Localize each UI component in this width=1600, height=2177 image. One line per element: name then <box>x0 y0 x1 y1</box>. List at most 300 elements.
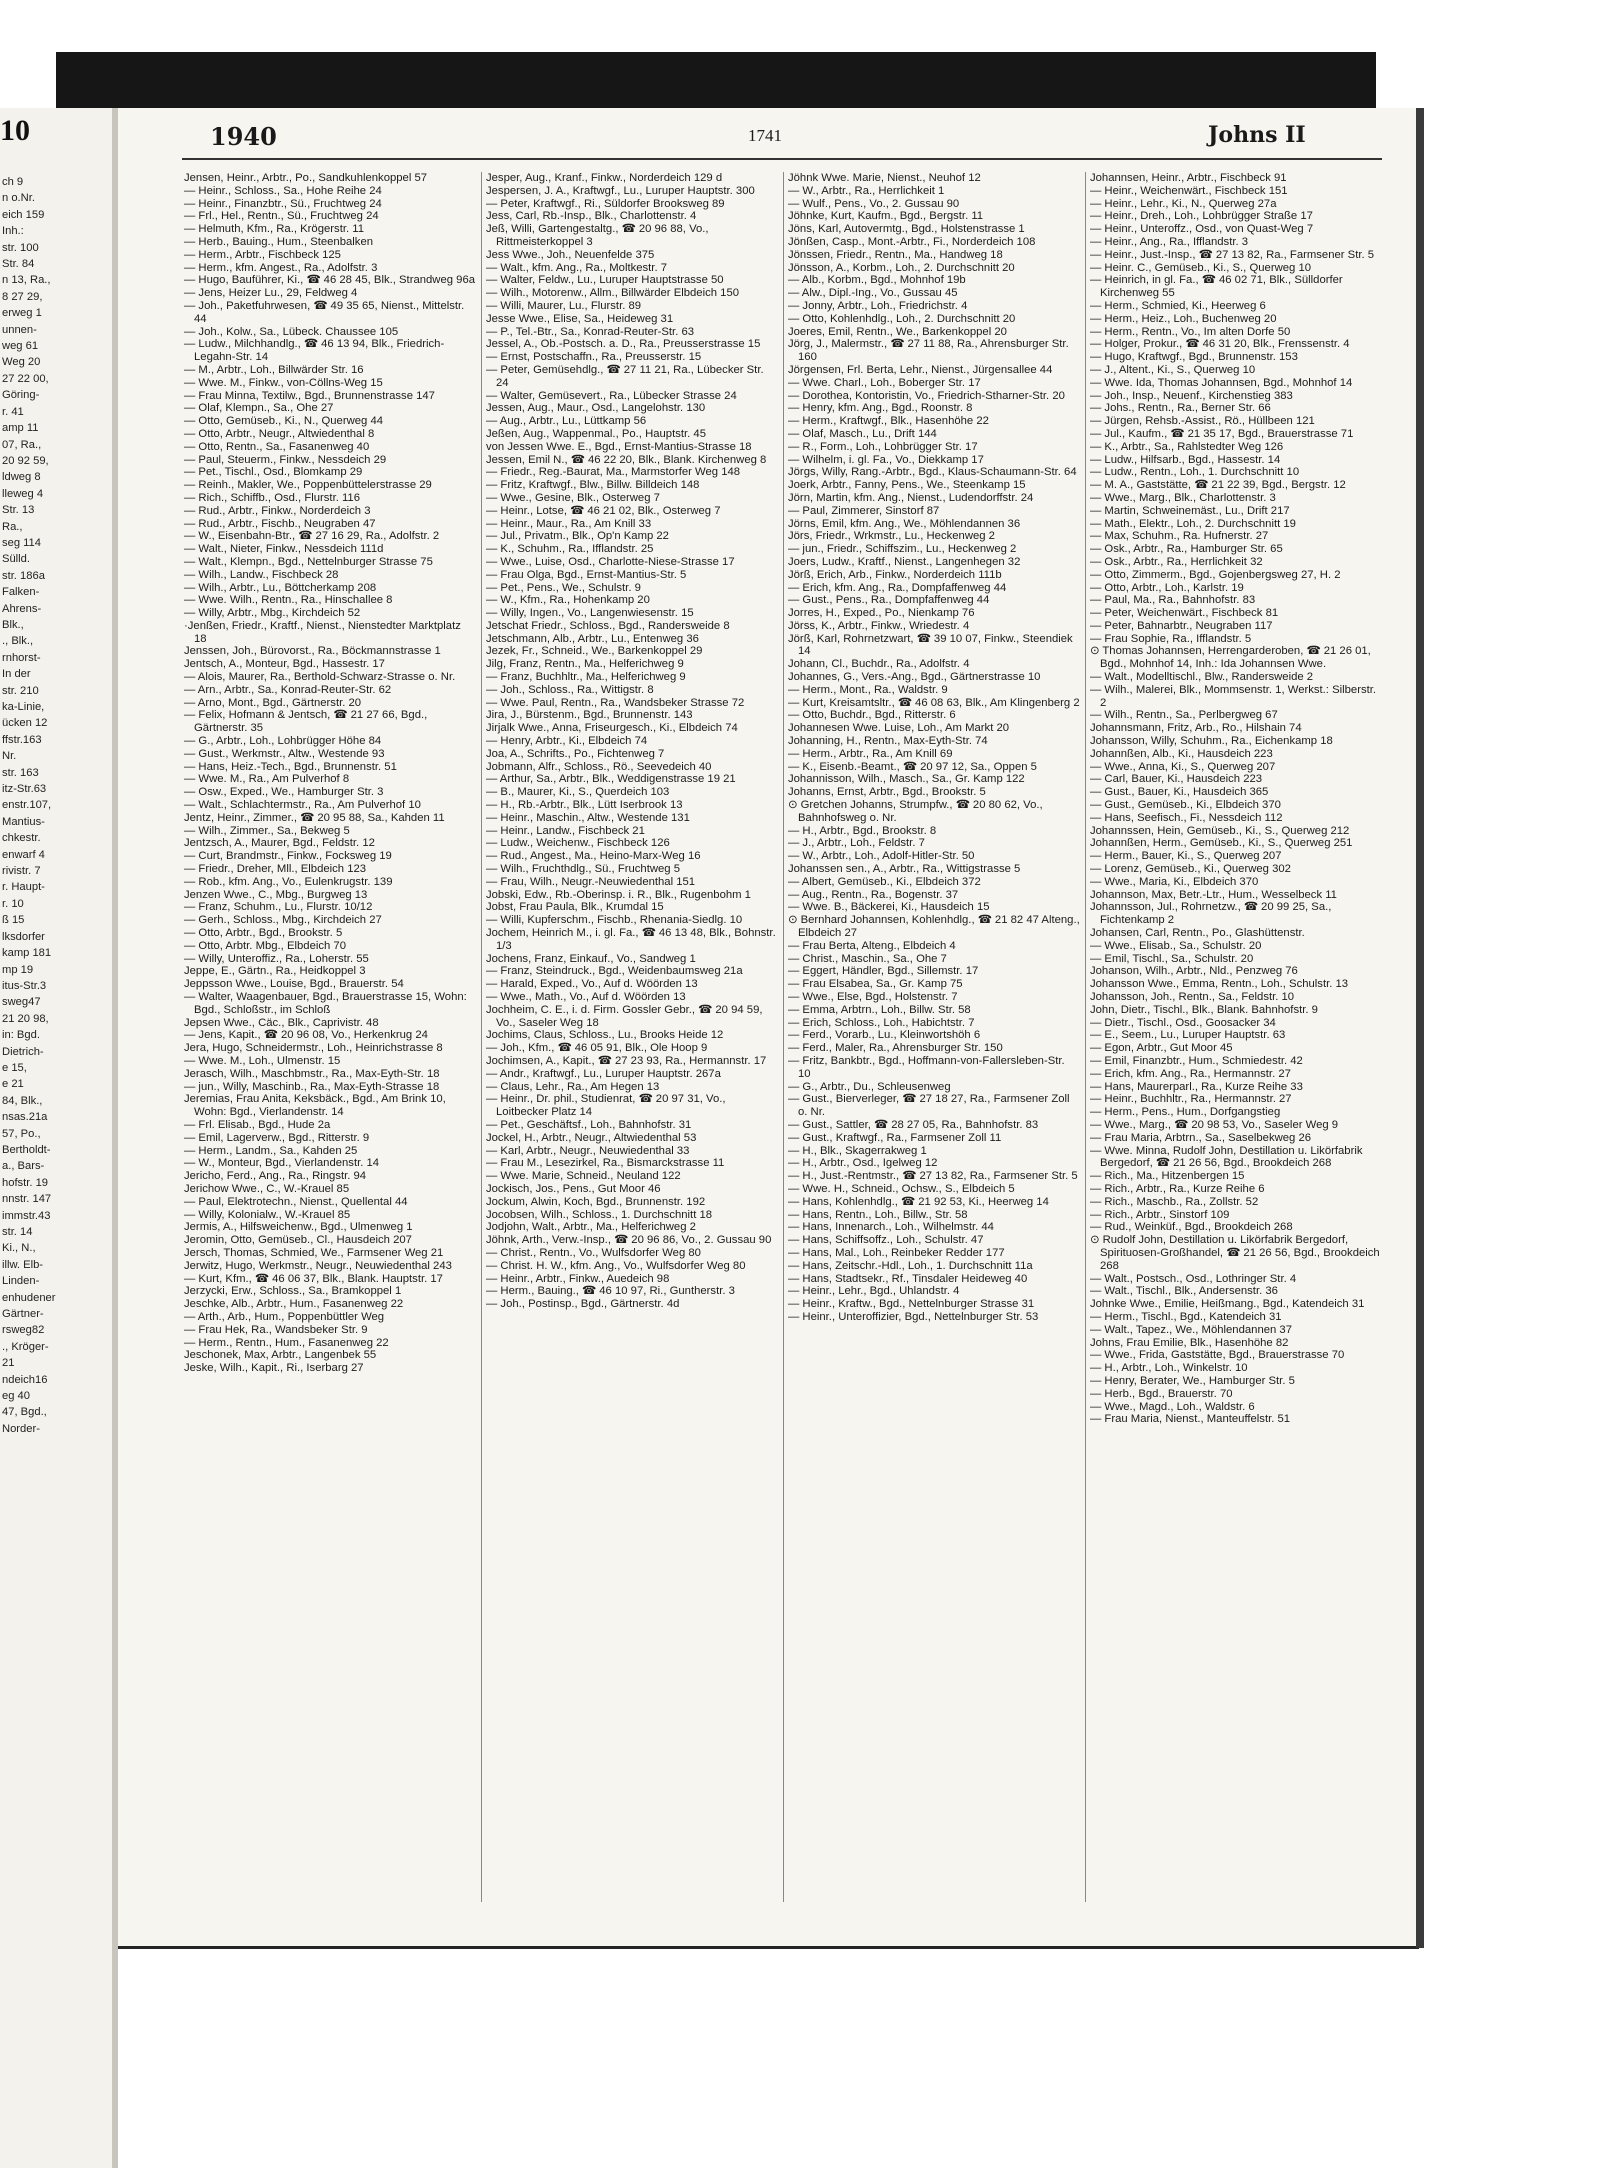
directory-entry: — Fritz, Kraftwgf., Blw., Billw. Billdeich 148 <box>486 479 700 492</box>
directory-entry: Jörg, J., Malermstr., ☎ 27 11 88, Ra., Ahrensburger Str. 160 <box>788 338 1069 364</box>
directory-entry: Jess, Carl, Rb.-Insp., Blk., Charlottenstr. 4 <box>486 210 697 223</box>
directory-entry: Johansson, Willy, Schuhm., Ra., Eichenkamp 18 <box>1090 735 1333 748</box>
left-page-fragment-line: Ra., <box>2 520 23 533</box>
directory-entry: — J., Altent., Ki., S., Querweg 10 <box>1090 363 1256 376</box>
directory-entry: — Rud., Weinküf., Bgd., Brookdeich 268 <box>1090 1221 1293 1234</box>
directory-entry: — M. A., Gaststätte, ☎ 21 22 39, Bgd., Bergstr. 12 <box>1090 479 1346 492</box>
directory-entry: — Frl. Elisab., Bgd., Hude 2a <box>184 1118 331 1131</box>
column-2 <box>486 172 778 1902</box>
directory-entry: — Kurt, Kfm., ☎ 46 06 37, Blk., Blank. Hauptstr. 17 <box>184 1272 443 1285</box>
directory-entry: — Erich, Schloss., Loh., Habichtstr. 7 <box>788 1016 975 1029</box>
left-page-fragment-line: illw. Elb- <box>2 1258 44 1271</box>
directory-entry: Jönssen, Friedr., Rentn., Ma., Handweg 18 <box>788 248 1003 261</box>
directory-entry: — Pet., Geschäftsf., Loh., Bahnhofstr. 31 <box>486 1118 692 1131</box>
directory-entry: — Wwe. Wilh., Rentn., Ra., Hinschallee 8 <box>184 594 393 607</box>
directory-entry: — Walter, Gemüsevert., Ra., Lübecker Strasse 24 <box>486 389 737 402</box>
directory-entry: — Walt., Nieter, Finkw., Nessdeich 111d <box>184 543 384 556</box>
directory-entry: — Peter, Weichenwärt., Fischbeck 81 <box>1090 607 1279 620</box>
left-page-fragment-line: itus-Str.3 <box>2 979 47 992</box>
directory-entry: Jockel, H., Arbtr., Neugr., Altwiedenthal 53 <box>486 1131 697 1144</box>
directory-entry: — Herm., Schmied, Ki., Heerweg 6 <box>1090 299 1266 312</box>
directory-entry: — Eggert, Händler, Bgd., Sillemstr. 17 <box>788 965 979 978</box>
directory-entry: Jerasch, Wilh., Maschbmstr., Ra., Max-Eyth-Str. 18 <box>184 1067 440 1080</box>
directory-entry: Jöhnk Wwe. Marie, Nienst., Neuhof 12 <box>788 172 981 184</box>
left-page-fragment-line: r. Haupt- <box>2 881 45 894</box>
directory-entry: Jörgensen, Frl. Berta, Lehr., Nienst., Jürgensallee 44 <box>788 363 1053 376</box>
directory-entry: — Otto, Arbtr., Loh., Karlstr. 19 <box>1090 581 1244 594</box>
directory-entry: Johannßen, Alb., Ki., Hausdeich 223 <box>1090 747 1273 760</box>
directory-entry: Jilg, Franz, Rentn., Ma., Helferichweg 9 <box>486 658 684 671</box>
directory-entry: Jörß, Erich, Arb., Finkw., Norderdeich 111b <box>788 568 1002 581</box>
directory-entry: Jeremias, Frau Anita, Keksbäck., Bgd., Am Brink 10, Wohn: Bgd., Vierlandenstr. 14 <box>184 1093 446 1119</box>
directory-entry: — Emma, Arbtrn., Loh., Billw. Str. 58 <box>788 1003 971 1016</box>
left-page-fragment-line: enstr.107, <box>2 799 52 812</box>
directory-entry: Jeppe, E., Gärtn., Ra., Heidkoppel 3 <box>184 965 366 978</box>
directory-entry: — Otto, Arbtr., Neugr., Altwiedenthal 8 <box>184 427 375 440</box>
directory-entry: — Rich., Schiffb., Osd., Flurstr. 116 <box>184 491 361 504</box>
directory-entry: — Egon, Arbtr., Gut Moor 45 <box>1090 1042 1233 1055</box>
directory-entry: — Heinr., Lehr., Ki., N., Querweg 27a <box>1090 197 1277 210</box>
directory-entry: — Rud., Arbtr., Fischb., Neugraben 47 <box>184 517 376 530</box>
left-page-fragment-line: nsas.21a <box>2 1111 48 1124</box>
left-page-fragment-line: Inh.: <box>2 225 24 238</box>
directory-entry: — Herm., Rentn., Vo., Im alten Dorfe 50 <box>1090 325 1291 338</box>
directory-entry: Johannßen, Herm., Gemüseb., Ki., S., Querweg 251 <box>1090 837 1353 850</box>
directory-entry: — Walt., Postsch., Osd., Lothringer Str. 4 <box>1090 1272 1297 1285</box>
directory-entry: Johnke Wwe., Emilie, Heißmang., Bgd., Katendeich 31 <box>1090 1298 1365 1311</box>
directory-entry: Jesper, Aug., Kranf., Finkw., Norderdeich 129 d <box>486 172 723 184</box>
directory-entry: Johanns, Ernst, Arbtr., Bgd., Brookstr. 5 <box>788 786 986 799</box>
directory-entry: — Heinr., Unteroffz., Osd., von Quast-Weg 7 <box>1090 223 1314 236</box>
directory-entry: — J., Arbtr., Loh., Feldstr. 7 <box>788 837 925 850</box>
left-page-fragment-line: In der <box>2 668 31 681</box>
directory-entry: — Franz, Buchhltr., Ma., Helferichweg 9 <box>486 671 686 684</box>
directory-entry: — Heinr., Weichenwärt., Fischbeck 151 <box>1090 184 1288 197</box>
directory-entry: — Aug., Rentn., Ra., Bogenstr. 37 <box>788 888 959 901</box>
directory-entry: Jericho, Ferd., Ang., Ra., Ringstr. 94 <box>184 1170 367 1183</box>
left-page-fragment-line: str. 163 <box>2 766 39 779</box>
left-page-fragment-line: ., Kröger- <box>2 1340 49 1353</box>
directory-entry: — Jens, Heizer Lu., 29, Feldweg 4 <box>184 287 358 300</box>
directory-entry: — Heinr. C., Gemüseb., Ki., S., Querweg 10 <box>1090 261 1312 274</box>
directory-entry: — Olaf, Klempn., Sa., Ohe 27 <box>184 402 334 415</box>
left-page-fragment-line: eg 40 <box>2 1390 30 1403</box>
directory-entry: ·Jenßen, Friedr., Kraftf., Nienst., Nienstedter Marktplatz 18 <box>184 619 461 645</box>
directory-entry: — Wwe., Gesine, Blk., Osterweg 7 <box>486 491 660 504</box>
left-page-fragment-line: Linden- <box>2 1275 40 1288</box>
left-page-fragment-line: Ahrens- <box>2 602 42 615</box>
directory-entry: — Wwe. H., Schneid., Ochsw., S., Elbdeich 5 <box>788 1182 1015 1195</box>
directory-entry: Johanning, H., Rentn., Max-Eyth-Str. 74 <box>788 735 988 748</box>
directory-entry: — Paul, Ma., Ra., Bahnhofstr. 83 <box>1090 594 1256 607</box>
directory-entry: — Wwe. M., Ra., Am Pulverhof 8 <box>184 773 350 786</box>
directory-entry: — Heinr., Ang., Ra., Ifflandstr. 3 <box>1090 235 1249 248</box>
directory-entry: Jochheim, C. E., i. d. Firm. Gossler Gebr., ☎ 20 94 59, Vo., Saseler Weg 18 <box>486 1003 763 1029</box>
page-shadow <box>1416 108 1424 1948</box>
directory-entry: — Heinr., Dreh., Loh., Lohbrügger Straße 17 <box>1090 210 1313 223</box>
directory-entry: — Walt., Tischl., Blk., Andersenstr. 36 <box>1090 1285 1278 1298</box>
directory-entry: — Walt., Schlachtermstr., Ra., Am Pulverhof 10 <box>184 799 421 812</box>
directory-entry: Jobmann, Alfr., Schloss., Rö., Seevedeich 40 <box>486 760 712 773</box>
left-page-fragment-line: immstr.43 <box>2 1209 51 1222</box>
directory-entry: — Ferd., Vorarb., Lu., Kleinwortshöh 6 <box>788 1029 981 1042</box>
directory-entry: — Otto, Arbtr. Mbg., Elbdeich 70 <box>184 939 347 952</box>
directory-entry: — Joh., Schloss., Ra., Wittigstr. 8 <box>486 683 654 696</box>
left-page-fragment-line: 07, Ra., <box>2 438 42 451</box>
directory-entry: — Herm., Rentn., Hum., Fasanenweg 22 <box>184 1336 389 1349</box>
left-page-fragment-line: ndeich16 <box>2 1373 48 1386</box>
directory-entry: — Wwe., Marg., ☎ 20 98 53, Vo., Saseler Weg 9 <box>1090 1118 1339 1131</box>
directory-entry: — Wwe. B., Bäckerei, Ki., Hausdeich 15 <box>788 901 990 914</box>
directory-entry: — Paul, Steuerm., Finkw., Nessdeich 29 <box>184 453 387 466</box>
directory-entry: — Herm., Heiz., Loh., Buchenweg 20 <box>1090 312 1277 325</box>
left-page-fragment-line: itz-Str.63 <box>2 783 47 796</box>
directory-entry: — Hans, Stadtsekr., Rf., Tinsdaler Heideweg 40 <box>788 1272 1028 1285</box>
left-page-fragment-line: 21 20 98, <box>2 1012 49 1025</box>
directory-entry: Jerwitz, Hugo, Werkmstr., Neugr., Neuwiedenthal 243 <box>184 1259 452 1272</box>
directory-entry: — P., Tel.-Btr., Sa., Konrad-Reuter-Str. 63 <box>486 325 695 338</box>
directory-entry: — jun., Willy, Maschinb., Ra., Max-Eyth-Strasse 18 <box>184 1080 440 1093</box>
directory-entry: — Albert, Gemüseb., Ki., Elbdeich 372 <box>788 875 981 888</box>
directory-entry: — Helmuth, Kfm., Ra., Krögerstr. 11 <box>184 223 364 236</box>
directory-entry: — Henry, Arbtr., Ki., Elbdeich 74 <box>486 735 648 748</box>
left-page-fragment-line: n o.Nr. <box>2 192 35 205</box>
directory-entry: — Wwe., Marg., Blk., Charlottenstr. 3 <box>1090 491 1276 504</box>
directory-entry: — Ludw., Hilfsarb., Bgd., Hassestr. 14 <box>1090 453 1281 466</box>
left-page-fragment-line: a., Bars- <box>2 1160 45 1173</box>
directory-entry: — Rich., Ma., Hitzenbergen 15 <box>1090 1170 1245 1183</box>
left-page-fragment-line: lleweg 4 <box>2 487 44 500</box>
left-page-fragment-line: ücken 12 <box>2 717 48 730</box>
directory-entry: — Paul, Zimmerer, Sinstorf 87 <box>788 504 940 517</box>
directory-entry: Jocobsen, Wilh., Schloss., 1. Durchschnitt 18 <box>486 1208 713 1221</box>
directory-entry: — Wwe. M., Loh., Ulmenstr. 15 <box>184 1054 341 1067</box>
directory-entry: — Andr., Kraftwgf., Lu., Luruper Hauptstr. 267a <box>486 1067 721 1080</box>
directory-entry: — Joh., Insp., Neuenf., Kirchenstieg 383 <box>1090 389 1293 402</box>
directory-entry: — Wilhelm, i. gl. Fa., Vo., Diekkamp 17 <box>788 453 984 466</box>
directory-entry: — W., Arbtr., Ra., Herrlichkeit 1 <box>788 184 945 197</box>
directory-entry: Jirjalk Wwe., Anna, Friseurgesch., Ki., Elbdeich 74 <box>486 722 738 735</box>
directory-entry: — Wwe. Charl., Loh., Boberger Str. 17 <box>788 376 981 389</box>
directory-entry: Johanson, Wilh., Arbtr., Nld., Penzweg 76 <box>1090 965 1298 978</box>
left-page-fragment-line: r. 10 <box>2 897 24 910</box>
directory-entry: — Erich, kfm. Ang., Ra., Hermannstr. 27 <box>1090 1067 1291 1080</box>
left-page-fragment-line: ., Blk., <box>2 635 34 648</box>
directory-entry: — Frau Maria, Arbtrn., Sa., Saselbekweg 26 <box>1090 1131 1312 1144</box>
directory-entry: Jörs, Friedr., Wrkmstr., Lu., Heckenweg 2 <box>788 530 995 543</box>
directory-entry: — Heinr., Just.-Insp., ☎ 27 13 82, Ra., Farmsener Str. 5 <box>1090 248 1375 261</box>
directory-entry: ⊙ Rudolf John, Destillation u. Likörfabrik Bergedorf, Spirituosen-Großhandel, ☎ 21 26 56, Bgd., Brookdeich 268 <box>1090 1234 1380 1272</box>
left-page-fragment-line: 57, Po., <box>2 1127 41 1140</box>
left-page-fragment-line: rsweg82 <box>2 1324 45 1337</box>
directory-entry: Jessen, Emil N., ☎ 46 22 20, Blk., Blank. Kirchenweg 8 <box>486 453 767 466</box>
directory-entry: Jorres, H., Exped., Po., Nienkamp 76 <box>788 607 975 620</box>
directory-entry: — Walt., Modelltischl., Blw., Randersweide 2 <box>1090 671 1314 684</box>
directory-entry: — G., Arbtr., Loh., Lohbrügger Höhe 84 <box>184 735 382 748</box>
left-page-fragment-line: kamp 181 <box>2 947 52 960</box>
left-page-fragment-line: ka-Linie, <box>2 701 45 713</box>
directory-entry: Joerk, Arbtr., Fanny, Pens., We., Steenkamp 15 <box>788 479 1026 492</box>
directory-entry: — Arth., Arb., Hum., Poppenbüttler Weg <box>184 1310 385 1323</box>
directory-entry: Jockum, Alwin, Koch, Bgd., Brunnenstr. 192 <box>486 1195 706 1208</box>
directory-entry: — Christ. H. W., kfm. Ang., Vo., Wulfsdorfer Weg 80 <box>486 1259 746 1272</box>
directory-entry: — Otto, Zimmerm., Bgd., Gojenbergsweg 27, H. 2 <box>1090 568 1341 581</box>
directory-entry: — Heinr., Lehr., Bgd., Uhlandstr. 4 <box>788 1285 960 1298</box>
directory-entry: — Herb., Bgd., Brauerstr. 70 <box>1090 1387 1233 1400</box>
directory-entry: — Wwe., Luise, Osd., Charlotte-Niese-Strasse 17 <box>486 555 735 568</box>
directory-entry: Jörss, K., Arbtr., Finkw., Wriedestr. 4 <box>788 619 970 632</box>
directory-entry: Jezek, Fr., Schneid., We., Barkenkoppel 29 <box>486 645 703 658</box>
directory-entry: Jespersen, J. A., Kraftwgf., Lu., Luruper Hauptstr. 300 <box>486 184 755 197</box>
directory-entry: Jessel, A., Ob.-Postsch. a. D., Ra., Preusserstrasse 15 <box>486 338 761 351</box>
directory-entry: — Herm., Arbtr., Ra., Am Knill 69 <box>788 747 953 760</box>
directory-entry: — Heinr., Buchhltr., Ra., Hermannstr. 27 <box>1090 1093 1292 1106</box>
directory-entry: — Ludw., Rentn., Loh., 1. Durchschnitt 10 <box>1090 466 1300 479</box>
directory-entry: — Heinr., Maur., Ra., Am Knill 33 <box>486 517 652 530</box>
page-header <box>118 108 1416 160</box>
directory-entry: — W., Eisenbahn-Btr., ☎ 27 16 29, Ra., Adolfstr. 2 <box>184 530 440 543</box>
directory-entry: — Frau Berta, Alteng., Elbdeich 4 <box>788 939 956 952</box>
directory-entry: ⊙ Thomas Johannsen, Herrengarderoben, ☎ 21 26 01, Bgd., Mohnhof 14, Inh.: Ida Johannsen Wwe. <box>1090 645 1371 671</box>
directory-entry: Jetschat Friedr., Schloss., Bgd., Randersweide 8 <box>486 619 730 632</box>
directory-entry: — Jul., Kaufm., ☎ 21 35 17, Bgd., Brauerstrasse 71 <box>1090 427 1354 440</box>
directory-entry: Jöhnk, Arth., Verw.-Insp., ☎ 20 96 86, Vo., 2. Gussau 90 <box>486 1234 772 1247</box>
directory-entry: — Alw., Dipl.-Ing., Vo., Gussau 45 <box>788 287 958 300</box>
directory-entry: Johannesen Wwe. Luise, Loh., Am Markt 20 <box>788 722 1010 735</box>
directory-entry: — Arn., Arbtr., Sa., Konrad-Reuter-Str. 62 <box>184 683 392 696</box>
directory-entry: — Rich., Maschb., Ra., Zollstr. 52 <box>1090 1195 1259 1208</box>
directory-entry: — Hans, Kohlenhdlg., ☎ 21 92 53, Ki., Heerweg 14 <box>788 1195 1049 1208</box>
directory-entry: — Emil, Tischl., Sa., Schulstr. 20 <box>1090 952 1254 965</box>
directory-entry: Johannisson, Wilh., Masch., Sa., Gr. Kamp 122 <box>788 773 1025 786</box>
directory-entry: — H., Blk., Skagerrakweg 1 <box>788 1144 927 1157</box>
left-page-fragment-line: hofstr. 19 <box>2 1176 49 1189</box>
left-page-fragment-line: str. 186a <box>2 569 45 582</box>
directory-entry: — Emil, Lagerverw., Bgd., Ritterstr. 9 <box>184 1131 370 1144</box>
left-page-fragment-line: 27 22 00, <box>2 372 49 385</box>
left-page-fragment-line: 21 <box>2 1357 15 1370</box>
left-page-fragment-line: weg 61 <box>2 340 39 353</box>
directory-page <box>118 108 1419 1949</box>
directory-entry: — Heinr., Kraftw., Bgd., Nettelnburger Strasse 31 <box>788 1298 1035 1311</box>
directory-entry: Jentsch, A., Monteur, Bgd., Hassestr. 17 <box>184 658 385 671</box>
directory-entry: — H., Just.-Rentmstr., ☎ 27 13 82, Ra., Farmsener Str. 5 <box>788 1170 1078 1183</box>
directory-entry: — Jonny, Arbtr., Loh., Friedrichstr. 4 <box>788 299 968 312</box>
directory-entry: — Heinr., Dr. phil., Studienrat, ☎ 20 97 31, Vo., Loitbecker Platz 14 <box>486 1093 726 1119</box>
left-page-fragment-line: 20 92 59, <box>2 454 49 467</box>
directory-entry: — Wilh., Rentn., Sa., Perlbergweg 67 <box>1090 709 1278 722</box>
directory-entry: Jobst, Frau Paula, Blk., Krumdal 15 <box>486 901 664 914</box>
directory-entry: — Willy, Arbtr., Mbg., Kirchdeich 52 <box>184 607 361 620</box>
directory-entry: — Alois, Maurer, Ra., Berthold-Schwarz-Strasse o. Nr. <box>184 671 456 684</box>
directory-entry: — Wwe., Else, Bgd., Holstenstr. 7 <box>788 991 958 1003</box>
left-page-fragment-line: ldweg 8 <box>2 471 41 484</box>
directory-entry: — Claus, Lehr., Ra., Am Hegen 13 <box>486 1080 660 1093</box>
directory-entry: — Henry, Berater, We., Hamburger Str. 5 <box>1090 1374 1295 1387</box>
directory-entry: — Joh., Kolw., Sa., Lübeck. Chaussee 105 <box>184 325 399 338</box>
directory-entry: — Walter, Waagenbauer, Bgd., Brauerstrasse 15, Wohn: Bgd., Schloßstr., im Schloß <box>184 991 467 1016</box>
directory-entry: — Hans, Zeitschr.-Hdl., Loh., 1. Durchschnitt 11a <box>788 1259 1033 1272</box>
directory-entry: — Wilh., Zimmer., Sa., Bekweg 5 <box>184 824 350 837</box>
directory-entry: — Heinr., Schloss., Sa., Hohe Reihe 24 <box>184 184 382 197</box>
directory-entry: — Willi, Maurer, Lu., Flurstr. 89 <box>486 299 642 312</box>
directory-entry: Jenssen, Joh., Bürovorst., Ra., Böckmannstrasse 1 <box>184 645 441 658</box>
directory-entry: — Arno, Mont., Bgd., Gärtnerstr. 20 <box>184 696 362 709</box>
directory-entry: — Wwe. M., Finkw., von-Cöllns-Weg 15 <box>184 376 383 389</box>
directory-entry: Johannsson, Jul., Rohrnetzw., ☎ 20 99 25, Sa., Fichtenkamp 2 <box>1090 901 1332 927</box>
left-page-fragment-line: Gärtner- <box>2 1308 44 1321</box>
left-page-fragment-line: Norder- <box>2 1422 40 1435</box>
left-page-fragment-line: n 13, Ra., <box>2 274 51 287</box>
directory-entry: von Jessen Wwe. E., Bgd., Ernst-Mantius-Strasse 18 <box>486 440 752 453</box>
directory-entry: — H., Arbtr., Loh., Winkelstr. 10 <box>1090 1362 1248 1375</box>
directory-entry: — Wwe. Minna, Rudolf John, Destillation u. Likörfabrik Bergedorf, ☎ 21 26 56, Bgd., Brookdeich 268 <box>1090 1144 1363 1170</box>
directory-entry: — Jürgen, Rehsb.-Assist., Rö., Hüllbeen 121 <box>1090 415 1315 428</box>
directory-entry: Jochem, Heinrich M., i. gl. Fa., ☎ 46 13 48, Blk., Bohnstr. 1/3 <box>486 927 776 952</box>
left-page-fragment-line: ß 15 <box>2 914 25 927</box>
directory-entry: Johansson, Joh., Rentn., Sa., Feldstr. 10 <box>1090 991 1295 1003</box>
directory-entry: Jeske, Wilh., Kapit., Ri., Iserbarg 27 <box>184 1362 364 1375</box>
directory-entry: — Curt, Brandmstr., Finkw., Focksweg 19 <box>184 850 392 863</box>
directory-entry: Johannsen, Heinr., Arbtr., Fischbeck 91 <box>1090 172 1287 184</box>
directory-entry: — Rud., Arbtr., Finkw., Norderdeich 3 <box>184 504 371 517</box>
directory-entry: — Herm., Landm., Sa., Kahden 25 <box>184 1144 358 1157</box>
directory-entry: — Kurt, Kreisamtsltr., ☎ 46 08 63, Blk., Am Klingenberg 2 <box>788 696 1080 709</box>
directory-entry: Jeßen, Aug., Wappenmal., Po., Hauptstr. 45 <box>486 427 706 440</box>
directory-entry: Jörgs, Willy, Rang.-Arbtr., Bgd., Klaus-Schaumann-Str. 64 <box>788 466 1077 479</box>
directory-entry: — Frau M., Lesezirkel, Ra., Bismarckstrasse 11 <box>486 1157 725 1170</box>
column-divider <box>481 172 482 1902</box>
directory-entry: — Joh., Postinsp., Bgd., Gärtnerstr. 4d <box>486 1298 680 1311</box>
left-page-fragment-line: enwarf 4 <box>2 848 45 861</box>
directory-entry: — Reinh., Makler, We., Poppenbüttelerstrasse 29 <box>184 479 432 492</box>
header-page-number: 1741 <box>748 126 782 145</box>
left-page-fragment-line: Göring- <box>2 389 40 402</box>
left-page-fragment-line: Ki., N., <box>2 1242 36 1255</box>
directory-entry: Johansson Wwe., Emma, Rentn., Loh., Schulstr. 13 <box>1090 978 1349 991</box>
directory-entry: — Gust., Werkmstr., Altw., Westende 93 <box>184 747 385 760</box>
left-page-fragment-line: Bertholdt- <box>2 1143 51 1156</box>
directory-entry: — Frau, Wilh., Neugr.-Neuwiedenthal 151 <box>486 875 696 888</box>
directory-entry: — W., Kfm., Ra., Hohenkamp 20 <box>486 594 650 607</box>
left-page-fragment-line: sweg47 <box>2 996 41 1009</box>
left-page-fragment-line: ch 9 <box>2 176 24 188</box>
header-running-head: Johns II <box>1208 122 1306 148</box>
directory-entry: — Frau Maria, Nienst., Manteuffelstr. 51 <box>1090 1413 1291 1426</box>
left-page-fragment-line: eich 159 <box>2 208 45 221</box>
directory-entry: — Jul., Privatm., Blk., Op'n Kamp 22 <box>486 530 669 543</box>
directory-entry: Jersch, Thomas, Schmied, We., Farmsener Weg 21 <box>184 1246 444 1259</box>
directory-entry: — Heinrich, in gl. Fa., ☎ 46 02 71, Blk., Sülldorfer Kirchenweg 55 <box>1090 274 1343 300</box>
directory-entry: — Hans, Innenarch., Loh., Wilhelmstr. 44 <box>788 1221 994 1234</box>
left-page-fragment-line: ffstr.163 <box>2 733 42 746</box>
directory-entry: — Christ., Rentn., Vo., Wulfsdorfer Weg 80 <box>486 1246 701 1259</box>
directory-entry: — Lorenz, Gemüseb., Ki., Querweg 302 <box>1090 863 1291 876</box>
directory-entry: — Gust., Bierverleger, ☎ 27 18 27, Ra., Farmsener Zoll o. Nr. <box>788 1093 1070 1119</box>
column-1 <box>184 172 476 1902</box>
directory-entry: Johansen, Carl, Rentn., Po., Glashüttenstr. <box>1090 927 1305 940</box>
directory-entry: Jeschke, Alb., Arbtr., Hum., Fasanenweg 22 <box>184 1298 404 1311</box>
directory-entry: — Herm., Bauing., ☎ 46 10 97, Ri., Guntherstr. 3 <box>486 1285 735 1298</box>
directory-entry: — jun., Friedr., Schiffszim., Lu., Heckenweg 2 <box>788 543 1017 556</box>
left-page-fragment-line: Dietrich- <box>2 1045 44 1058</box>
directory-entry: Jockisch, Jos., Pens., Gut Moor 46 <box>486 1182 661 1195</box>
directory-entry: — Wwe. Marie, Schneid., Neuland 122 <box>486 1170 681 1183</box>
directory-entry: Joa, A., Schrifts., Po., Fichtenweg 7 <box>486 747 665 760</box>
directory-entry: — Dorothea, Kontoristin, Vo., Friedrich-Stharner-Str. 20 <box>788 389 1065 402</box>
left-page-fragment-line: amp 11 <box>2 422 39 435</box>
directory-entry: — Gerh., Schloss., Mbg., Kirchdeich 27 <box>184 914 382 927</box>
directory-entry: Jörn, Martin, kfm. Ang., Nienst., Ludendorffstr. 24 <box>788 491 1034 504</box>
header-rule <box>182 158 1382 160</box>
directory-entry: — Friedr., Reg.-Baurat, Ma., Marmstorfer Weg 148 <box>486 466 741 479</box>
directory-entry: — Herm., kfm. Angest., Ra., Adolfstr. 3 <box>184 261 378 274</box>
directory-entry: — Gust., Kraftwgf., Ra., Farmsener Zoll 11 <box>788 1131 1002 1144</box>
directory-entry: Jentzsch, A., Maurer, Bgd., Feldstr. 12 <box>184 837 375 850</box>
directory-entry: — Wilh., Arbtr., Lu., Böttcherkamp 208 <box>184 581 377 594</box>
directory-entry: — Ernst, Postschaffn., Ra., Preusserstr. 15 <box>486 351 702 364</box>
left-page-fragment-line: nnstr. 147 <box>2 1193 52 1206</box>
left-page-fragment-line: str. 14 <box>2 1226 33 1238</box>
directory-entry: — Arthur, Sa., Arbtr., Blk., Weddigenstrasse 19 21 <box>486 773 736 786</box>
left-page-year-fragment: 10 <box>0 114 30 147</box>
directory-entry: Johns, Frau Emilie, Blk., Hasenhöhe 82 <box>1090 1336 1289 1349</box>
directory-entry: Jeppsson Wwe., Louise, Bgd., Brauerstr. 54 <box>184 978 404 991</box>
directory-entry: Joeres, Emil, Rentn., We., Barkenkoppel 20 <box>788 325 1007 338</box>
directory-entry: Johann, Cl., Buchdr., Ra., Adolfstr. 4 <box>788 658 970 671</box>
directory-entry: — E., Seem., Lu., Luruper Hauptstr. 63 <box>1090 1029 1286 1042</box>
directory-entry: Jodjohn, Walt., Arbtr., Ma., Helferichweg 2 <box>486 1221 696 1234</box>
directory-entry: — Hugo, Bauführer, Ki., ☎ 46 28 45, Blk., Strandweg 96a <box>184 274 476 287</box>
directory-entry: Jess Wwe., Joh., Neuenfelde 375 <box>486 248 655 261</box>
column-3 <box>788 172 1080 1902</box>
directory-entry: — H., Arbtr., Bgd., Brookstr. 8 <box>788 824 937 837</box>
directory-entry: — Ferd., Maler, Ra., Ahrensburger Str. 150 <box>788 1042 1003 1055</box>
directory-entry: — Karl, Arbtr., Neugr., Neuwiedenthal 33 <box>486 1144 690 1157</box>
directory-entry: — Heinr., Landw., Fischbeck 21 <box>486 824 645 837</box>
directory-entry: Johannson, Max, Betr.-Ltr., Hum., Wesselbeck 11 <box>1090 888 1337 901</box>
directory-entry: Jentz, Heinr., Zimmer., ☎ 20 95 88, Sa., Kahden 11 <box>184 811 445 824</box>
directory-entry: — Gust., Bauer, Ki., Hausdeich 365 <box>1090 786 1269 799</box>
directory-entry: — Heinr., Maschin., Altw., Westende 131 <box>486 811 690 824</box>
directory-entry: — Holger, Prokur., ☎ 46 31 20, Blk., Frenssenstr. 4 <box>1090 338 1350 351</box>
directory-entry: — Herm., Mont., Ra., Waldstr. 9 <box>788 683 948 696</box>
left-page-fragment-line: Nr. <box>2 750 17 763</box>
left-page-fragment-line: str. 210 <box>2 684 39 697</box>
directory-entry: — Otto, Gemüseb., Ki., N., Querweg 44 <box>184 415 384 428</box>
directory-entry: — Osk., Arbtr., Ra., Herrlichkeit 32 <box>1090 555 1263 568</box>
directory-entry: — Felix, Hofmann & Jentsch, ☎ 21 27 66, Bgd., Gärtnerstr. 35 <box>184 709 428 735</box>
directory-entry: — W., Monteur, Bgd., Vierlandenstr. 14 <box>184 1157 380 1170</box>
directory-entry: Jöns, Karl, Autovermtg., Bgd., Holstenstrasse 1 <box>788 223 1025 236</box>
directory-entry: — Gust., Pens., Ra., Dompfaffenweg 44 <box>788 594 990 607</box>
directory-entry: Jochimsen, A., Kapit., ☎ 27 23 93, Ra., Hermannstr. 17 <box>486 1054 767 1067</box>
left-page-fragment-line: unnen- <box>2 323 37 336</box>
scan-border-top <box>56 52 1376 110</box>
left-page-fragment-line: rivistr. 7 <box>2 865 41 878</box>
directory-entry: — Wilh., Malerei, Blk., Mommsenstr. 1, Werkst.: Silberstr. 2 <box>1090 683 1377 709</box>
directory-entry: — M., Arbtr., Loh., Billwärder Str. 16 <box>184 363 364 376</box>
left-page-fragment-line: Blk., <box>2 618 24 631</box>
left-page-fragment-line: 84, Blk., <box>2 1094 43 1107</box>
directory-entry: — Wwe., Anna, Ki., S., Querweg 207 <box>1090 760 1276 773</box>
directory-entry: — Hans, Maurerparl., Ra., Kurze Reihe 33 <box>1090 1080 1303 1093</box>
directory-entry: — Dietr., Tischl., Osd., Goosacker 34 <box>1090 1016 1276 1029</box>
directory-entry: John, Dietr., Tischl., Blk., Blank. Bahnhofstr. 9 <box>1090 1003 1318 1016</box>
left-page-fragment <box>0 108 112 2168</box>
left-page-fragment-line: e 21 <box>2 1078 24 1091</box>
directory-entry: — Osk., Arbtr., Ra., Hamburger Str. 65 <box>1090 543 1283 556</box>
